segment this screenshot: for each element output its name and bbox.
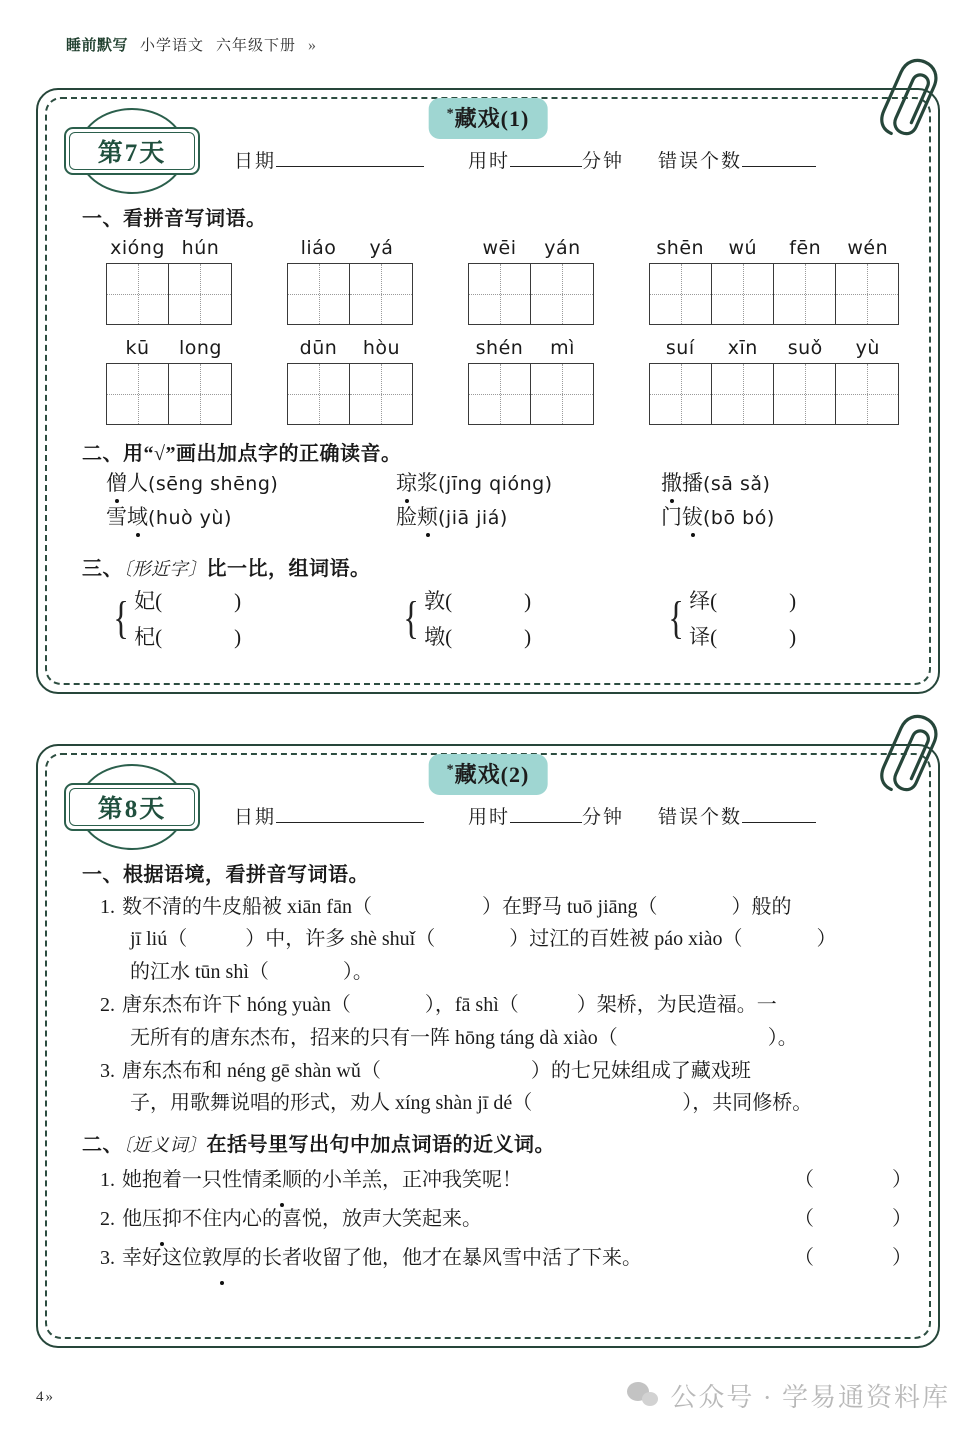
synonym-item (92, 1200, 912, 1239)
worksheet-card-day7 (36, 88, 940, 694)
day-badge-label: 第7天 (97, 140, 167, 167)
sentence-fragment: 子，用歌舞说唱的形式，劝人 xíng shàn jī dé（ (130, 1092, 533, 1115)
section-two-heading: 二、用“√”画出加点字的正确读音。 (82, 443, 402, 465)
dotted-character: 域 (127, 504, 148, 529)
item-number: 1. (100, 896, 115, 918)
paperclip-icon (870, 705, 959, 812)
pinyin-syllable: wén (847, 237, 889, 259)
time-used-label: 用时 (468, 151, 511, 172)
sentence-fragment: ）般的 (731, 896, 792, 918)
character-with-paren: 妃( (134, 588, 163, 613)
sentence-fragment: ）。 (342, 960, 373, 983)
sentence-fragment: ），fā shì（ (424, 994, 519, 1017)
sentence-fragment: 的江水 tūn shì（ (130, 960, 269, 983)
pinyin-choices[interactable]: (bō bó) (703, 506, 775, 529)
brace-word-row[interactable] (424, 585, 531, 615)
tianzige-grid[interactable] (287, 263, 413, 325)
pinyin-choices[interactable]: (sēng shēng) (148, 473, 279, 495)
chevron-right-icon: » (45, 1389, 53, 1405)
sentence-line[interactable] (122, 1055, 912, 1087)
sentence-prefix: 她抱着一只性情 (122, 1168, 262, 1191)
paren-close: ) (234, 588, 242, 613)
pinyin-group (468, 337, 594, 425)
date-input-line[interactable] (276, 806, 424, 823)
sentence-fragment: ），共同修桥。 (682, 1092, 813, 1115)
errors-field[interactable] (658, 146, 816, 173)
sentence-fragment: ）过江的百姓被 páo xiào（ (509, 928, 743, 951)
minutes-label: 分钟 (582, 151, 625, 172)
card-body-8 (38, 858, 938, 1278)
tianzige-grid[interactable] (649, 363, 899, 425)
time-used-field[interactable] (468, 146, 624, 173)
reading-choice-column (661, 470, 775, 538)
tianzige-cell[interactable] (836, 264, 898, 324)
section-number: 二、 (82, 1133, 123, 1156)
date-label: 日期 (234, 151, 277, 172)
paperclip-icon (870, 49, 959, 156)
tianzige-cell[interactable] (774, 264, 836, 324)
tianzige-grid[interactable] (468, 263, 594, 325)
sentence-line[interactable] (122, 891, 912, 923)
synonym-sentence (122, 1161, 794, 1200)
dotted-word: 柔顺 (262, 1161, 302, 1200)
dotted-character: 颊 (417, 504, 438, 529)
tianzige-grid[interactable] (106, 263, 232, 325)
sentence-suffix: 不住内心的喜悦，放声大笑起来。 (182, 1207, 482, 1230)
reading-choice-item[interactable] (106, 504, 396, 531)
lesson-title-chip-8 (429, 754, 548, 795)
sentence-fragment: ）。 (767, 1026, 798, 1049)
sentence-fragment: 数不清的牛皮船被 xiān fān（ (122, 896, 372, 918)
date-field[interactable] (234, 802, 424, 829)
sentence-fragment: ）在野马 tuō jiāng（ (481, 896, 658, 918)
brace-pair (110, 585, 400, 651)
reading-choice-item[interactable] (106, 470, 396, 497)
sentence-line[interactable] (122, 1087, 912, 1119)
pinyin-choices[interactable]: (sā sǎ) (703, 473, 771, 495)
page-header-grade: 六年级下册 (216, 38, 297, 54)
brace-pair (665, 585, 796, 651)
synonym-item (92, 1161, 912, 1200)
context-sentence-item (92, 989, 912, 1054)
section-one-heading: 一、根据语境，看拼音写词语。 (82, 864, 369, 886)
title-star: * (446, 762, 455, 778)
sentence-suffix: 的小羊羔，正冲我笑呢！ (302, 1168, 522, 1191)
page-header-title: 睡前默写 (66, 38, 129, 54)
word-prefix: 门 (661, 504, 682, 529)
brace-word-row[interactable] (424, 621, 531, 651)
tianzige-grid[interactable] (106, 363, 232, 425)
sentence-line[interactable] (122, 989, 912, 1021)
item-number: 2. (100, 1207, 115, 1230)
word-rest: 播 (682, 471, 703, 495)
sentence-fragment: 唐东杰布和 néng gē shàn wǔ（ (122, 1059, 381, 1082)
synonym-sentence (122, 1200, 794, 1239)
item-number: 2. (100, 994, 115, 1017)
chat-bubble-icon (627, 1382, 661, 1410)
date-field[interactable] (234, 146, 424, 173)
reading-choice-grid (82, 470, 912, 538)
paren-close: ) (524, 624, 532, 649)
pinyin-text (649, 337, 899, 359)
tianzige-cell[interactable] (350, 264, 412, 324)
pinyin-text (287, 337, 413, 359)
pinyin-choices[interactable]: (jīng qióng) (438, 473, 553, 495)
pinyin-syllable: yán (544, 237, 581, 259)
dotted-word: 压抑 (142, 1200, 182, 1239)
errors-label: 错误个数 (658, 807, 743, 828)
context-sentence-list (82, 891, 912, 1120)
pinyin-group (106, 237, 232, 325)
pinyin-syllable: kū (125, 337, 150, 359)
pinyin-grid-block (82, 237, 912, 425)
day-badge-8 (64, 764, 200, 850)
time-used-field[interactable] (468, 802, 624, 829)
left-brace-icon: { (668, 591, 684, 643)
page-header-subject: 小学语文 (140, 38, 205, 54)
tianzige-cell[interactable] (712, 364, 774, 424)
date-label: 日期 (234, 807, 277, 828)
character-with-paren: 译( (689, 624, 718, 649)
word-prefix: 脸 (396, 504, 417, 529)
synonym-item (92, 1239, 912, 1278)
tianzige-cell[interactable] (774, 364, 836, 424)
pinyin-syllable: dūn (299, 337, 338, 359)
pinyin-syllable: long (178, 337, 222, 359)
tianzige-cell[interactable] (288, 264, 350, 324)
sentence-line[interactable] (122, 1022, 912, 1054)
pinyin-syllable: wú (728, 237, 758, 259)
tianzige-cell[interactable] (350, 364, 412, 424)
tianzige-cell[interactable] (169, 264, 231, 324)
pinyin-syllable: xióng (110, 237, 165, 259)
pinyin-syllable: hòu (362, 337, 401, 359)
meta-row-8 (234, 802, 816, 829)
pinyin-syllable: shén (475, 337, 524, 359)
reading-choice-column (396, 470, 661, 538)
left-brace-icon: { (403, 591, 419, 643)
brace-word-row[interactable] (689, 585, 796, 615)
pinyin-syllable: hún (181, 237, 220, 259)
errors-label: 错误个数 (658, 151, 743, 172)
tianzige-cell[interactable] (712, 264, 774, 324)
pinyin-group (649, 237, 899, 325)
tianzige-cell[interactable] (288, 364, 350, 424)
section-tag: 〔形近字〕 (123, 558, 207, 579)
tianzige-cell[interactable] (836, 364, 898, 424)
left-brace-icon: { (113, 591, 129, 643)
sentence-fragment: jī liú（ (130, 928, 188, 951)
reading-choice-item[interactable] (661, 470, 775, 497)
brace-word-row[interactable] (134, 585, 241, 615)
context-sentence-item (92, 1055, 912, 1120)
sentence-prefix: 他 (122, 1207, 142, 1230)
dotted-character: 钹 (682, 504, 703, 529)
brace-word-row[interactable] (689, 621, 796, 651)
meta-row-7 (234, 146, 816, 173)
synonym-list (82, 1161, 912, 1278)
word-rest: 人 (127, 471, 148, 495)
sentence-line[interactable] (122, 923, 912, 955)
pinyin-text (106, 237, 232, 259)
section-tag: 〔近义词〕 (123, 1134, 207, 1155)
paren-close: ) (789, 624, 797, 649)
errors-input-line[interactable] (742, 806, 816, 823)
sentence-fragment: ） (816, 928, 837, 951)
chevron-right-icon: » (308, 37, 317, 54)
sentence-fragment: ）的七兄妹组成了藏戏班 (530, 1059, 751, 1082)
character-with-paren: 敦( (424, 588, 453, 613)
pinyin-choices[interactable]: (jiā jiá) (438, 506, 508, 529)
section-heading-rest: 比一比，组词语。 (206, 557, 371, 580)
brace-word-row[interactable] (134, 621, 241, 651)
pinyin-text (468, 337, 594, 359)
answer-parenthesis[interactable]: （ ） (794, 1207, 912, 1230)
word-prefix: 雪 (106, 504, 127, 529)
brace-pair (400, 585, 665, 651)
lesson-title: 藏戏(2) (454, 762, 530, 787)
tianzige-cell[interactable] (469, 364, 531, 424)
dotted-word: 敦厚 (202, 1239, 242, 1278)
answer-parenthesis[interactable]: （ ） (794, 1168, 912, 1191)
sentence-line[interactable] (122, 956, 912, 988)
pinyin-text (468, 237, 594, 259)
pinyin-syllable: yá (369, 237, 394, 259)
pinyin-choices[interactable]: (huò yù) (148, 506, 232, 529)
tianzige-cell[interactable] (531, 364, 593, 424)
pinyin-group (468, 237, 594, 325)
sentence-fragment: ）中，许多 shè shuǐ（ (245, 928, 436, 951)
day-badge-label: 第8天 (97, 796, 167, 823)
watermark (627, 1377, 950, 1414)
pinyin-text (649, 237, 899, 259)
worksheet-card-day8 (36, 744, 940, 1348)
character-with-paren: 墩( (424, 624, 453, 649)
pinyin-syllable: xīn (727, 337, 758, 359)
section-number: 三、 (82, 557, 123, 580)
sentence-fragment: 唐东杰布许下 hóng yuàn（ (122, 994, 351, 1017)
lesson-title-chip-7 (429, 98, 548, 139)
paren-close: ) (789, 588, 797, 613)
item-number: 3. (100, 1059, 115, 1082)
pinyin-text (287, 237, 413, 259)
tianzige-cell[interactable] (531, 264, 593, 324)
reading-choice-item[interactable] (661, 504, 775, 531)
pinyin-syllable: suǒ (787, 337, 823, 359)
tianzige-grid[interactable] (649, 263, 899, 325)
sentence-fragment: 无所有的唐东杰布，招来的只有一阵 hōng táng dà xiào（ (130, 1026, 618, 1049)
date-input-line[interactable] (276, 150, 424, 167)
watermark-text: 公众号 · 学易通资料库 (670, 1383, 950, 1412)
section-three-heading (82, 552, 912, 581)
answer-parenthesis[interactable]: （ ） (794, 1246, 912, 1269)
sentence-suffix: 的长者收留了他，他才在暴风雪中活了下来。 (242, 1246, 642, 1269)
character-with-paren: 绎( (689, 588, 718, 613)
pinyin-group (287, 237, 413, 325)
lesson-title: 藏戏(1) (454, 106, 530, 131)
word-rest: 浆 (417, 471, 438, 495)
section-one-heading: 一、看拼音写词语。 (82, 208, 267, 230)
title-star: * (446, 106, 455, 122)
tianzige-grid[interactable] (287, 363, 413, 425)
pinyin-syllable: yù (855, 337, 880, 359)
pinyin-syllable: mì (550, 337, 575, 359)
pinyin-syllable: liáo (300, 237, 337, 259)
pinyin-row-1 (82, 237, 912, 325)
pinyin-group (287, 337, 413, 425)
tianzige-cell[interactable] (107, 364, 169, 424)
sentence-prefix: 幸好这位 (122, 1246, 202, 1269)
synonym-sentence (122, 1239, 794, 1278)
reading-choice-item[interactable] (396, 470, 661, 497)
time-used-input-line[interactable] (510, 806, 582, 823)
card-body-7 (38, 202, 938, 651)
reading-choice-column (106, 470, 396, 538)
pinyin-syllable: shēn (656, 237, 705, 259)
section-heading-rest: 在括号里写出句中加点词语的近义词。 (206, 1133, 555, 1156)
item-number: 1. (100, 1168, 115, 1191)
time-used-label: 用时 (468, 807, 511, 828)
errors-field[interactable] (658, 802, 816, 829)
pinyin-syllable: suí (665, 337, 695, 359)
pinyin-syllable: wēi (482, 237, 517, 259)
paren-close: ) (234, 624, 242, 649)
tianzige-cell[interactable] (169, 364, 231, 424)
pinyin-row-2 (82, 337, 912, 425)
pinyin-group (106, 337, 232, 425)
time-used-input-line[interactable] (510, 150, 582, 167)
page-number-footer (36, 1389, 53, 1406)
reading-choice-item[interactable] (396, 504, 661, 531)
pinyin-syllable: fēn (789, 237, 822, 259)
section-two-heading (82, 1128, 912, 1157)
day-badge-7 (64, 108, 200, 194)
context-sentence-item (92, 891, 912, 988)
tianzige-cell[interactable] (650, 264, 712, 324)
tianzige-cell[interactable] (650, 364, 712, 424)
errors-input-line[interactable] (742, 150, 816, 167)
page-header (66, 34, 316, 55)
minutes-label: 分钟 (582, 807, 625, 828)
sentence-fragment: ）架桥，为民造福。一 (576, 994, 777, 1017)
tianzige-grid[interactable] (468, 363, 594, 425)
page-number: 4 (36, 1389, 44, 1405)
similar-characters-grid (82, 585, 912, 651)
dotted-character: 僧 (106, 471, 127, 495)
tianzige-cell[interactable] (107, 264, 169, 324)
pinyin-text (106, 337, 232, 359)
paren-close: ) (524, 588, 532, 613)
character-with-paren: 杞( (134, 624, 163, 649)
tianzige-cell[interactable] (469, 264, 531, 324)
item-number: 3. (100, 1246, 115, 1269)
pinyin-group (649, 337, 899, 425)
dotted-character: 撒 (661, 471, 682, 495)
dotted-character: 琼 (396, 471, 417, 495)
